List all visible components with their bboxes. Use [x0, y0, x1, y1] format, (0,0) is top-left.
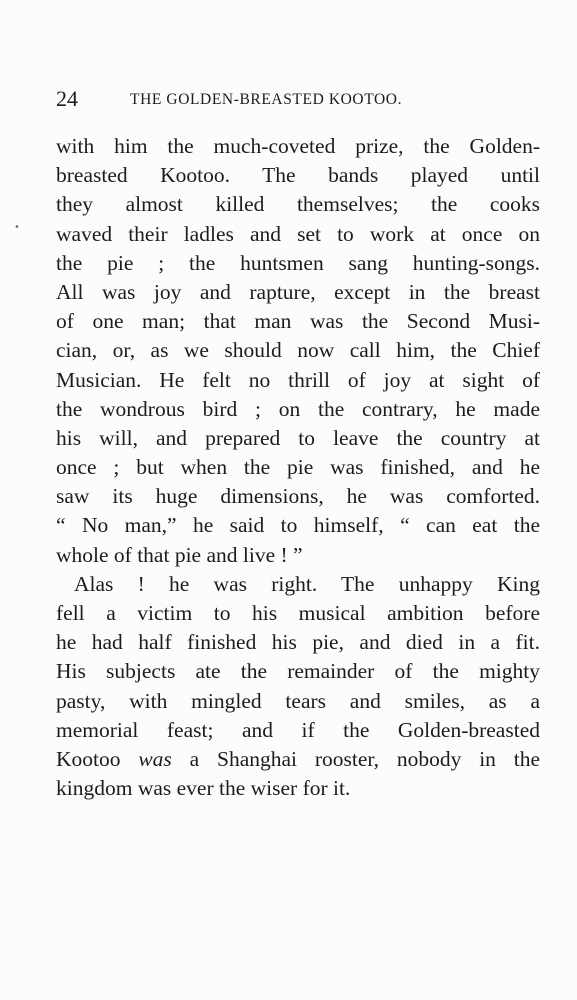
- text-line: His subjects ate the remainder of the mighty: [56, 659, 540, 684]
- line-segment: a Shanghai rooster, nobody in the: [189, 746, 541, 771]
- text-line: whole of that pie and live ! ”: [56, 542, 303, 567]
- page-number: 24: [56, 86, 78, 111]
- text-line: Musician. He felt no thrill of joy at sight of: [56, 367, 540, 392]
- text-line: breasted Kootoo. The bands played until: [56, 163, 540, 188]
- text-line: All was joy and rapture, except in the breast: [56, 279, 540, 304]
- text-line: they almost killed themselves; the cooks: [56, 192, 540, 217]
- text-line: fell a victim to his musical ambition before: [56, 601, 540, 625]
- final-line: kingdom was ever the wiser for it.: [56, 776, 351, 801]
- text-line: “ No man,” he said to himself, “ can eat the: [56, 513, 540, 538]
- text-line: memorial feast; and if the Golden-breasted: [56, 717, 540, 742]
- paragraph-start-line: Alas ! he was right. The unhappy King: [74, 571, 540, 596]
- printing-speck: •: [14, 222, 20, 233]
- text-line: of one man; that man was the Second Musi-: [56, 309, 540, 334]
- text-line: the pie ; the huntsmen sang hunting-songs.: [56, 250, 540, 275]
- italic-word: was: [138, 746, 172, 771]
- text-line: his will, and prepared to leave the country at: [56, 425, 540, 450]
- text-line: with him the much-coveted prize, the Golden-: [56, 134, 540, 158]
- body-text: [56, 132, 540, 803]
- page-header: [56, 85, 540, 113]
- text-line: pasty, with mingled tears and smiles, as a: [56, 688, 540, 713]
- text-line: waved their ladles and set to work at once on: [56, 221, 540, 246]
- text-line: once ; but when the pie was finished, and he: [56, 455, 540, 480]
- text-line-with-italic: [56, 745, 540, 774]
- text-line: the wondrous bird ; on the contrary, he made: [56, 396, 540, 421]
- running-head: THE GOLDEN-BREASTED KOOTOO.: [130, 91, 403, 108]
- text-line: saw its huge dimensions, he was comforted.: [56, 484, 540, 509]
- text-line: cian, or, as we should now call him, the Chief: [56, 338, 540, 363]
- line-segment: Kootoo: [56, 746, 121, 771]
- text-line: he had half finished his pie, and died in a fit.: [56, 630, 540, 655]
